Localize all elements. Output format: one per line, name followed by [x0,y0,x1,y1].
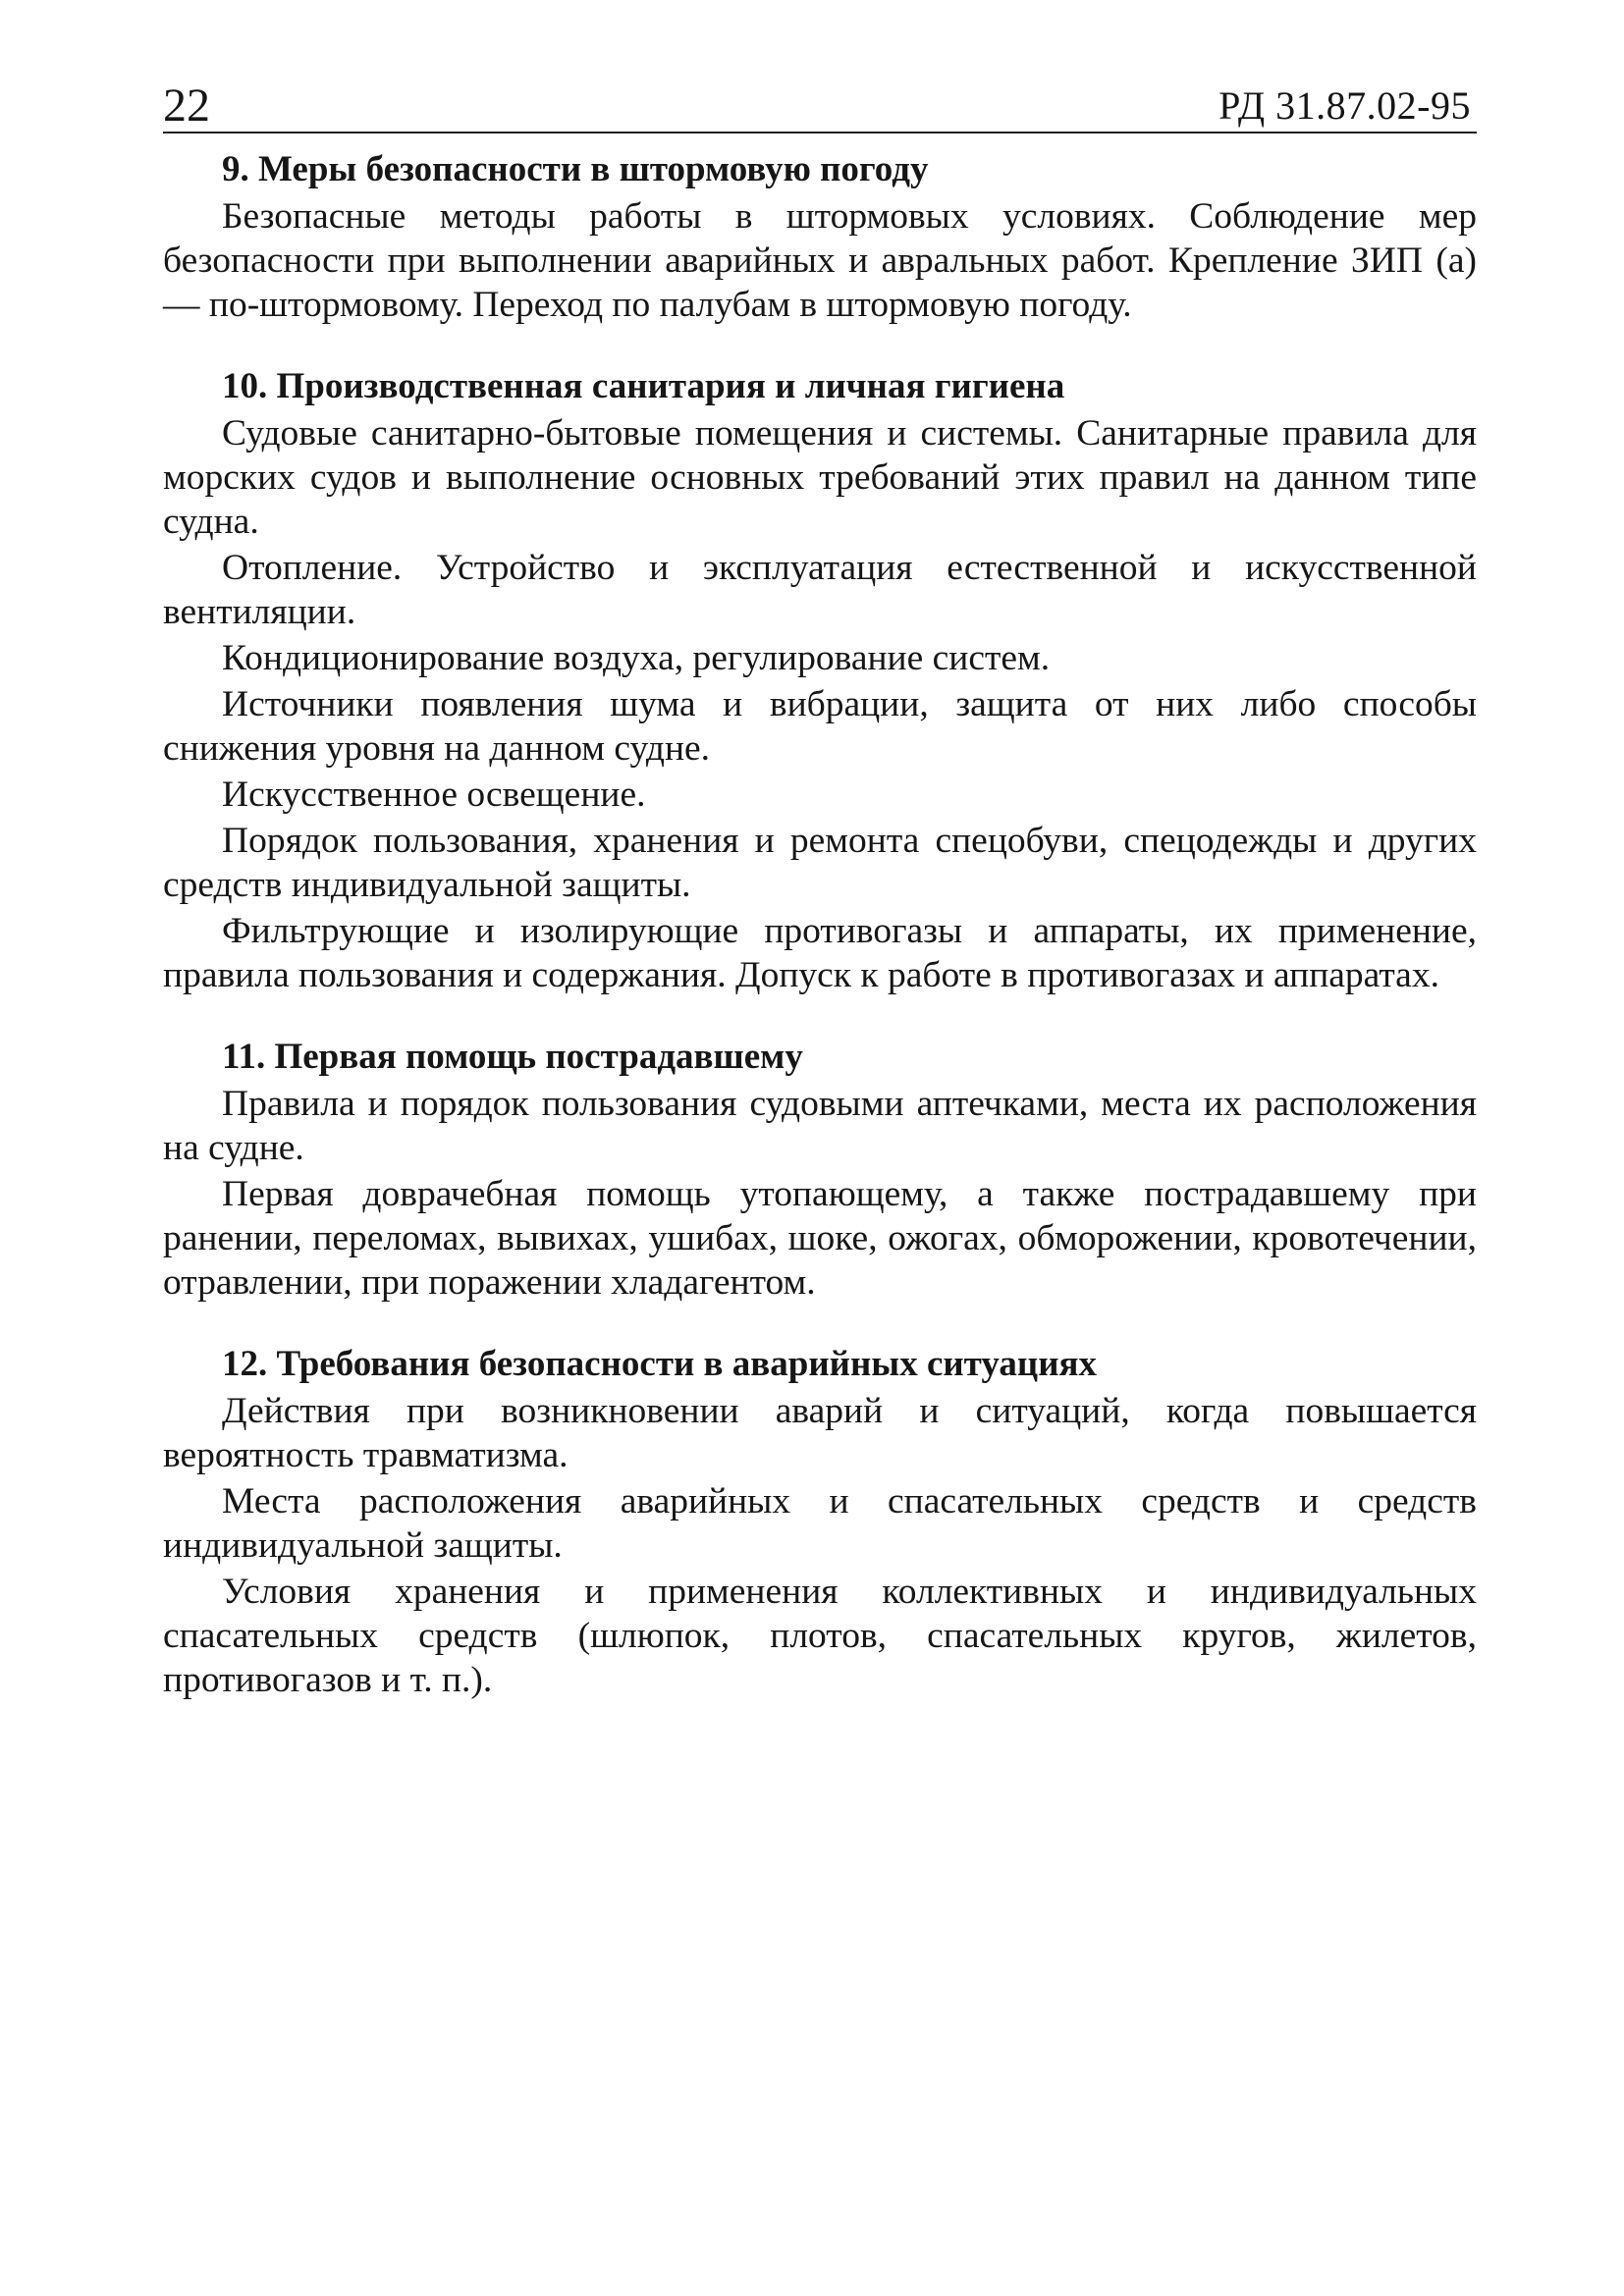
section-sanitation-hygiene [163,364,1477,997]
paragraph: Фильтрующие и изолирующие противогазы и аппараты, их применение, правила пользования и содержания. Допуск к работе в противогазах и аппаратах. [163,911,1477,995]
paragraph: Порядок пользования, хранения и ремонта спецобуви, спецодежды и других средств индивидуальной защиты. [163,821,1477,905]
page-number: 22 [163,80,210,132]
paragraph: Правила и порядок пользования судовыми аптечками, места их расположения на судне. [163,1084,1477,1168]
page-content [163,133,1477,1702]
paragraph: Судовые санитарно-бытовые помещения и системы. Санитарные правила для морских судов и выполнение основных требований этих правил на данном типе судна. [163,413,1477,542]
paragraph: Источники появления шума и вибрации, защита от них либо способы снижения уровня на данном судне. [163,684,1477,769]
paragraph: Отопление. Устройство и эксплуатация естественной и искусственной вентиляции. [163,548,1477,632]
section-title: 12. Требования безопасности в аварийных ситуациях [222,1344,1098,1384]
paragraph: Условия хранения и применения коллективных и индивидуальных спасательных средств (шлюпок, плотов, спасательных кругов, жилетов, противогазов и т. п.). [163,1572,1477,1700]
paragraph: Места расположения аварийных и спасательных средств и средств индивидуальной защиты. [163,1481,1477,1566]
section-first-aid [163,1035,1477,1305]
document-code: РД 31.87.02-95 [1218,83,1471,128]
section-title: 9. Меры безопасности в штормовую погоду [222,149,929,189]
section-emergency-safety [163,1342,1477,1702]
section-title: 10. Производственная санитария и личная гигиена [222,366,1065,406]
document-page [163,69,1477,1702]
paragraph: Действия при возникновении аварий и ситуаций, когда повышается вероятность травматизма. [163,1391,1477,1475]
paragraph: Безопасные методы работы в штормовых условиях. Соблюдение мер безопасности при выполнении аварийных и авральных работ. Крепление ЗИП (а) — по-штормовому. Переход по палубам в штормовую погоду. [163,196,1477,325]
section-storm-safety [163,147,1477,327]
page-header [163,69,1477,133]
section-title: 11. Первая помощь пострадавшему [222,1037,803,1077]
paragraph: Кондиционирование воздуха, регулирование систем. [222,638,1051,678]
paragraph: Искусственное освещение. [222,774,646,815]
paragraph: Первая доврачебная помощь утопающему, а также пострадавшему при ранении, переломах, вывихах, ушибах, шоке, ожогах, обморожении, кровотечении, отравлении, при поражении хладагентом. [163,1174,1477,1303]
